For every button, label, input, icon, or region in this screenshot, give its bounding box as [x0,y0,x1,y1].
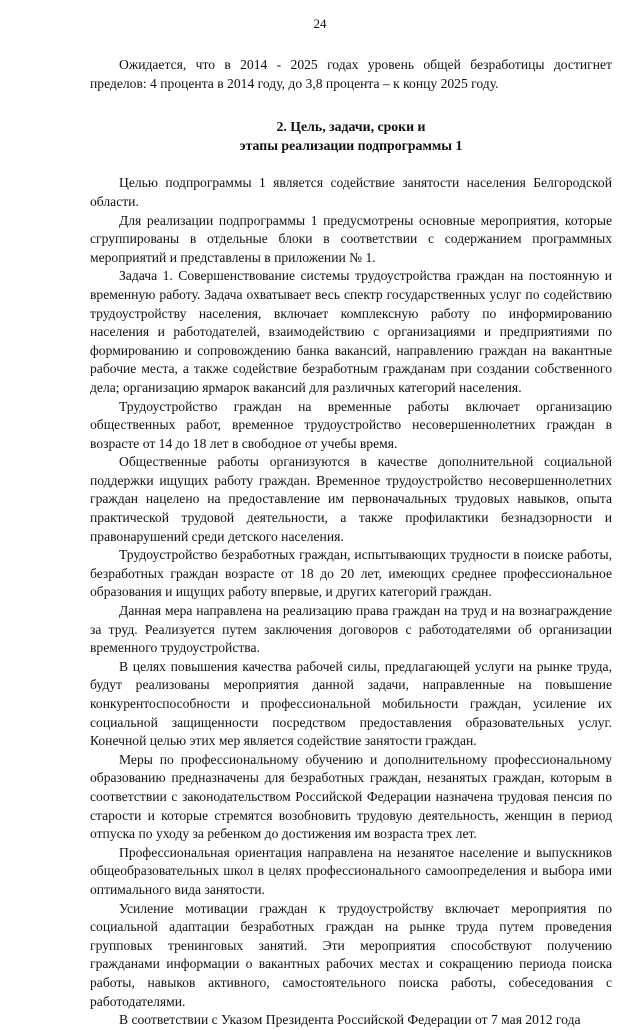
paragraph-right-to-work: Данная мера направлена на реализацию права граждан на труд и на вознаграждение за труд. Реализуется путем заключения договоров с работодателями об организации временного трудоустройства. [90,603,612,656]
paragraph-task-1: Задача 1. Совершенствование системы трудоустройства граждан на постоянную и временную работу. Задача охватывает весь спектр государственных услуг по содействию трудоустройству населения, включает комплексную работу по информированию населения и работодателей, взаимодействию с организациями и предприятиями по формированию и сопровождению банка вакансий, направлению граждан на вакантные рабочие места, а также содействие безработным гражданам при создании собственного дела; организацию ярмарок вакансий для различных категорий населения. [90,268,612,395]
section-heading-line-2: этапы реализации подпрограммы 1 [239,137,463,153]
intro-paragraph: Ожидается, что в 2014 - 2025 годах уровень общей безработицы достигнет пределов: 4 процента в 2014 году, до 3,8 процента – к концу 2025 году. [90,57,612,91]
page-number: 24 [313,16,327,31]
paragraph-public-works: Общественные работы организуются в качестве дополнительной социальной поддержки ищущих работу граждан. Временное трудоустройство несовершеннолетних граждан нацелено на предоставление им первоначальных трудовых навыков, опыта практической трудовой деятельности, а также профилактики безнадзорности и правонарушений среди детского населения. [90,454,612,544]
paragraph-workforce-quality: В целях повышения качества рабочей силы, предлагающей услуги на рынке труда, будут реализованы мероприятия данной задачи, направленные на повышение конкурентоспособности и профессиональной мобильности граждан, усиление их социальной защищенности посредством предоставления образовательных услуг. Конечной целью этих мер является содействие занятости граждан. [90,658,612,749]
paragraph-decree: В соответствии с Указом Президента Российской Федерации от 7 мая 2012 года [119,1012,581,1028]
document-body [90,56,612,1030]
paragraph-motivation: Усиление мотивации граждан к трудоустройству включает мероприятия по социальной адаптации безработных граждан на рынке труда путем проведения групповых тренинговых занятий. Эти мероприятия способствуют получению гражданами информации о вакантных рабочих местах и сокращению периода поиска работы, навыков активного, самостоятельного поиска работы, собеседования с работодателями. [90,900,612,1009]
paragraph-goal: Целью подпрограммы 1 является содействие занятости населения Белгородской области. [90,175,612,209]
paragraph-measures: Для реализации подпрограммы 1 предусмотрены основные мероприятия, которые сгруппированы в отдельные блоки в соответствии с содержанием программных мероприятий и представлены в приложении № 1. [90,212,612,265]
section-heading [90,118,612,155]
paragraph-career-guidance: Профессиональная ориентация направлена на незанятое население и выпускников общеобразовательных школ в целях профессионального самоопределения и выбора ими оптимального вида занятости. [90,844,612,897]
paragraph-temporary-work: Трудоустройство граждан на временные работы включает организацию общественных работ, временное трудоустройство несовершеннолетних граждан в возрасте от 14 до 18 лет в свободное от учебы время. [90,398,612,451]
section-heading-line-1: 2. Цель, задачи, сроки и [276,119,426,135]
paragraph-training: Меры по профессиональному обучению и дополнительному профессиональному образованию предназначены для безработных граждан, незанятых граждан, которым в соответствии с законодательством Российской Федерации назначена трудовая пенсия по старости и которые стремятся возобновить трудовую деятельность, женщин в период отпуска по уходу за ребенком до достижения им возраста трех лет. [90,751,612,842]
paragraph-employment-unemployed: Трудоустройство безработных граждан, испытывающих трудности в поиске работы, безработных граждан возрасте от 18 до 20 лет, имеющих среднее профессиональное образования и ищущих работу впервые, и других категорий граждан. [90,547,612,600]
